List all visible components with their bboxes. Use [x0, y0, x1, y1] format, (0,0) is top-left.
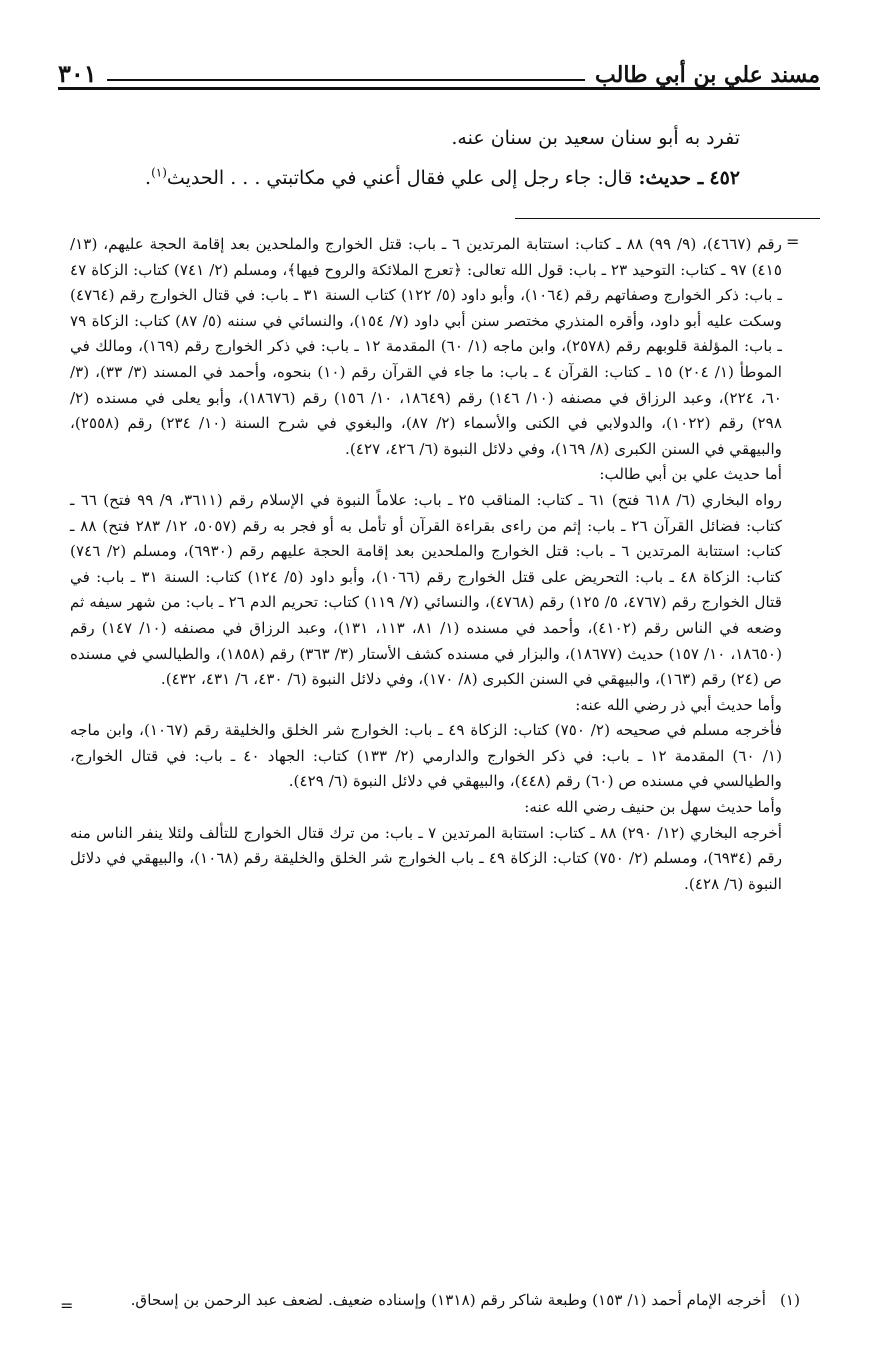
footnote-1-marker: (١) — [779, 1291, 800, 1309]
header-rule — [107, 79, 585, 81]
continuation-mark: = — [786, 232, 800, 251]
narration-line: تفرد به أبو سنان سعيد بن سنان عنه. — [451, 127, 740, 149]
footnote-ref: (١) — [151, 165, 167, 180]
hadith-label: ـ حديث: — [638, 167, 704, 189]
footnote-paragraph: أخرجه البخاري (١٢/ ٢٩٠) ٨٨ ـ كتاب: استتابة المرتدين ٧ ـ باب: من ترك قتال الخوارج للتألف ولئلا ينفر الناس منه رقم (٦٩٣٤)، ومسلم (٢/ ٧٥٠) كتاب: الزكاة ٤٩ ـ باب الخوارج شر الخلق والخليقة رقم (١٠٦٨)، والبيهقي في دلائل النبوة (٦/ ٤٢٨). — [70, 823, 783, 893]
page-number: ٣٠١ — [58, 59, 97, 88]
footnote-paragraph: وأما حديث سهل بن حنيف رضي الله عنه: — [524, 798, 782, 817]
footnote-paragraph: أما حديث علي بن أبي طالب: — [599, 465, 782, 484]
running-header — [58, 50, 820, 86]
book-title: مسند علي بن أبي طالب — [595, 62, 820, 88]
hadith-line — [80, 158, 740, 198]
footnote-1-text: أخرجه الإمام أحمد (١/ ١٥٣) وطبعة شاكر رقم (١٣١٨) وإسناده ضعيف. لضعف عبد الرحمن بن إسحاق. — [130, 1291, 766, 1309]
footnote-paragraph: وأما حديث أبي ذر رضي الله عنه: — [575, 695, 782, 714]
footnote-paragraph: رواه البخاري (٦/ ٦١٨ فتح) ٦١ ـ كتاب: المناقب ٢٥ ـ باب: علاماً النبوة في الإسلام رقم (٣٦١١، ٩/ ٩٩ فتح) ٦٦ ـ كتاب: فضائل القرآن ٢٦ ـ باب: إثم من راءى بقراءة القرآن أو تأمل به أو فجر به رقم (٥٠٥٧، ١٢/ ٢٨٣ فتح) ٨٨ ـ كتاب: استتابة المرتدين ٦ ـ باب: قتل الخوارج والملحدين بعد إقامة الحجة عليهم رقم (٦٩٣٠)، ومسلم (٢/ ٧٤٦) كتاب: الزكاة ٤٨ ـ باب: التحريض على قتل الخوارج رقم (١٠٦٦)، وأبو داود (٥/ ١٢٤) كتاب: السنة ٣١ ـ باب: في قتال الخوارج رقم (٤٧٦٧، ٥/ ١٢٥) رقم (٤٧٦٨)، والنسائي (٧/ ١١٩) كتاب: تحريم الدم ٢٦ ـ باب: من شهر سيفه ثم وضعه في الناس رقم (٤١٠٢)، وأحمد في مسنده (١/ ٨١، ١١٣، ١٣١)، وعبد الرزاق في مصنفه (١٠/ ١٤٧) رقم (١٨٦٥٠، ١٠/ ١٥٧) حديث (١٨٦٧٧)، والبزار في مسنده كشف الأستار (٣/ ٣٦٣) رقم (١٨٥٨)، والطيالسي في مسنده ص (٢٤) رقم (١٦٣)، والبيهقي في السنن الكبرى (٨/ ١٧٠)، وفي دلائل النبوة (٦/ ٤٣٠، ٦/ ٤٣١، ٤٣٢). — [70, 490, 783, 689]
hadith-number: ٤٥٢ — [709, 167, 740, 189]
footnote-1 — [70, 1286, 800, 1315]
main-text — [80, 118, 740, 198]
footnote-paragraph: فأخرجه مسلم في صحيحه (٢/ ٧٥٠) كتاب: الزكاة ٤٩ ـ باب: الخوارج شر الخلق والخليقة رقم (١٠٦٧)، وابن ماجه (١/ ٦٠) المقدمة ١٢ ـ باب: في ذكر الخوارج والدارمي (٢/ ١٣٣) كتاب: الجهاد ٤٠ ـ باب: في قتال الخوارج، والطيالسي في مسنده ص (٦٠) رقم (٤٤٨)، والبيهقي في دلائل النبوة (٦/ ٤٢٩). — [70, 721, 782, 791]
hadith-text: قال: جاء رجل إلى علي فقال أعني في مكاتبتي . . . الحديث — [166, 167, 639, 189]
header-divider — [58, 87, 820, 90]
footnote-paragraph: رقم (٤٦٦٧)، (٩/ ٩٩) ٨٨ ـ كتاب: استتابة المرتدين ٦ ـ باب: قتل الخوارج والملحدين بعد إقامة الحجة عليهم، (١٣/ ٤١٥) ٩٧ ـ كتاب: التوحيد ٢٣ ـ باب: قول الله تعالى: ﴿تعرج الملائكة والروح فيها﴾، ومسلم (٢/ ٧٤١) كتاب: الزكاة ٤٧ ـ باب: ذكر الخوارج وصفاتهم رقم (١٠٦٤)، وأبو داود (٥/ ١٢٢) كتاب السنة ٣١ ـ باب: في قتال الخوارج رقم (٤٧٦٤) وسكت عليه أبو داود، وأقره المنذري مختصر سنن أبي داود (٧/ ١٥٤)، والنسائي في سننه (٥/ ٨٧) كتاب: الزكاة ٧٩ ـ باب: المؤلفة قلوبهم رقم (٢٥٧٨)، وابن ماجه (١/ ٦٠) المقدمة ١٢ ـ باب: في ذكر الخوارج رقم (١٦٩)، ومالك في الموطأ (١/ ٢٠٤) ١٥ ـ كتاب: القرآن ٤ ـ باب: ما جاء في القرآن رقم (١٠) بنحوه، وأحمد في المسند (٣/ ٣٣)، (٣/ ٦٠، ٢٢٤)، وعبد الرزاق في مصنفه (١٠/ ١٤٦) رقم (١٨٦٤٩، ١٠/ ١٥٦) رقم (١٨٦٧٦)، وأبو يعلى في مسنده (٢/ ٢٩٨) رقم (١٠٢٢)، والدولابي في الكنى والأسماء (٢/ ٨٧)، والبغوي في شرح السنة (١٠/ ٢٣٤) رقم (٢٥٥٨)، والبيهقي في السنن الكبرى (٨/ ١٦٩)، وفي دلائل النبوة (٦/ ٤٢٦، ٤٢٧). — [70, 235, 783, 458]
footnote-separator — [515, 218, 820, 219]
footnotes-block — [70, 232, 782, 897]
continuation-mark-bottom: = — [60, 1296, 74, 1315]
hadith-end: . — [145, 167, 152, 189]
